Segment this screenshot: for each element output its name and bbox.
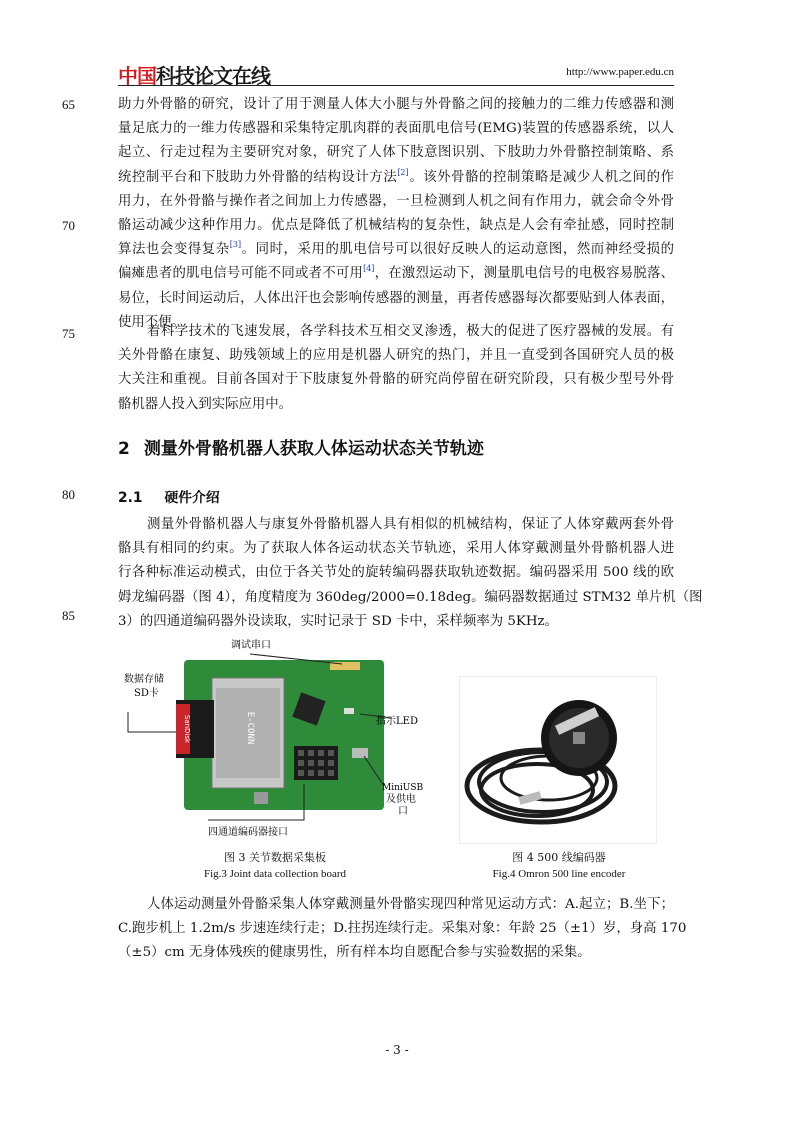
section-title: 测量外骨骼机器人获取人体运动状态关节轨迹 — [143, 439, 484, 459]
text-line: 测量外骨骼机器人与康复外骨骼机器人具有相似的机械结构，保证了人体穿戴两套外骨 — [147, 517, 674, 532]
text-line: 着科学技术的飞速发展，各学科技术互相交叉渗透，极大的促进了医疗器械的发展。有 — [147, 324, 674, 339]
text-line: 姆龙编码器（图 4），角度精度为 360deg/2000=0.18deg。编码器数据通过 STM32 单片机（图 — [118, 589, 703, 605]
citation-2[interactable]: [2] — [397, 167, 409, 177]
label-port: 口 — [398, 806, 408, 817]
encoder-illustration — [459, 676, 657, 844]
header-rule — [118, 85, 674, 86]
text-line: 人体运动测量外骨骼采集人体穿戴测量外骨骼实现四种常见运动方式：A.起立；B.坐下； — [147, 897, 674, 912]
text-span: 。该外骨骼的控制策略是减少人机之间的作 — [408, 169, 675, 185]
label-sd-card: SD卡 — [134, 688, 159, 699]
text-span: 统控制平台和下肢助力外骨骼的结构设计方法 — [118, 169, 398, 185]
section-heading-2 — [118, 434, 484, 459]
subsection-heading-2-1 — [118, 486, 220, 506]
text-line: 使用不便。 — [118, 314, 185, 330]
caption-cn: 图 4 500 线编码器 — [512, 851, 606, 864]
figure-4-encoder — [459, 676, 657, 844]
text-line: 易位，长时间运动后，人体出汗也会影响传感器的测量，再者传感器每次都要贴到人体表面， — [118, 290, 674, 306]
citation-3[interactable]: [3] — [229, 240, 242, 250]
text-line: C.跑步机上 1.2m/s 步速连续行走；D.拄拐连续行走。采集对象：年龄 25（±1）岁，身高 170 — [118, 921, 687, 937]
mini-usb — [352, 748, 368, 758]
figure-3-caption — [200, 849, 350, 883]
led — [344, 708, 354, 714]
label-indicator-led: 指示LED — [376, 716, 418, 727]
text-span: 。同时，采用的肌电信号可以很好反映人的运动意图，然而神经受损的 — [241, 242, 675, 258]
label-sd-storage: 数据存储 — [124, 674, 164, 685]
section-number: 2 — [118, 439, 130, 459]
page-header — [118, 58, 674, 88]
line-number-80: 80 — [62, 487, 75, 502]
text-line: 起立、行走过程为主要研究对象，研究了人体下肢意图识别、下肢助力外骨骼控制策略、系 — [118, 145, 674, 161]
encoder-shaft — [573, 732, 585, 744]
caption-en: Fig.3 Joint data collection board — [203, 868, 347, 880]
line-number-70: 70 — [62, 218, 75, 233]
paragraph-4 — [118, 893, 687, 966]
label-power: 及供电 — [386, 794, 416, 805]
sd-brand-text: SanDisk — [183, 714, 191, 744]
board-silkscreen: E-CONN — [245, 711, 255, 745]
text-line: 骼机器人投入到实际应用中。 — [118, 396, 293, 412]
text-line: 关外骨骼在康复、助残领域上的应用是机器人研究的热门，并且一直受到各国研究人员的极 — [118, 348, 674, 364]
reset-button — [254, 792, 268, 804]
text-line — [118, 238, 674, 262]
text-line: （±5）cm 无身体残疾的健康男性，所有样本均自愿配合参与实验数据的采集。 — [118, 945, 591, 961]
line-number-75: 75 — [62, 326, 75, 341]
board-illustration — [124, 638, 426, 843]
paragraph-2 — [118, 320, 674, 417]
subsection-number: 2.1 — [118, 490, 143, 506]
text-span: 偏瘫患者的肌电信号可能不同或者不可用 — [118, 266, 364, 282]
text-line: 大关注和重视。目前各国对于下肢康复外骨骼的研究尚停留在研究阶段，只有极少型号外骨 — [118, 372, 674, 388]
text-line: 量足底力的一维力传感器和采集特定肌肉群的表面肌电信号(EMG)装置的传感器系统，以人 — [118, 121, 674, 137]
subsection-title: 硬件介绍 — [164, 490, 220, 506]
text-line: 骼具有相同的约束。为了获取人体各运动状态关节轨迹，采用人体穿戴测量外骨骼机器人进 — [118, 541, 674, 557]
page-number: - 3 - — [385, 1043, 409, 1057]
logo-dark-text: 科技论文在线 — [156, 64, 270, 88]
label-encoder-port: 四通道编码器接口 — [208, 827, 288, 838]
citation-4[interactable]: [4] — [363, 264, 375, 274]
label-debug-port: 调试串口 — [231, 640, 271, 651]
text-line: 行各种标准运动模式，由位于各关节处的旋转编码器获取轨迹数据。编码器采用 500 线的欧 — [118, 565, 674, 581]
label-miniusb: MiniUSB — [382, 783, 424, 793]
text-line — [118, 166, 674, 190]
line-number-65: 65 — [62, 97, 75, 112]
logo-red-text: 中国 — [118, 64, 156, 88]
text-line: 3）的四通道编码器外设读取，实时记录于 SD 卡中，采样频率为 5KHz。 — [118, 613, 558, 629]
text-span: 算法也会变得复杂 — [118, 242, 230, 258]
paragraph-3 — [118, 513, 703, 634]
header-url[interactable]: http://www.paper.edu.cn — [566, 66, 674, 78]
figure-4-caption — [474, 849, 644, 883]
caption-en: Fig.4 Omron 500 line encoder — [492, 868, 626, 880]
text-span: ，在激烈运动下，测量肌电信号的电极容易脱落、 — [374, 266, 674, 282]
text-line: 助力外骨骼的研究，设计了用于测量人体大小腿与外骨骼之间的接触力的二维力传感器和测 — [118, 97, 674, 112]
line-number-85: 85 — [62, 608, 75, 623]
text-line — [118, 262, 674, 286]
text-line: 骼运动减少这种作用力。优点是降低了机械结构的复杂性，缺点是人会有牵扯感，同时控制 — [118, 217, 674, 233]
text-line: 用力，在外骨骼与操作者之间加上力传感器，一旦检测到人机之间有作用力，就会命令外骨 — [118, 193, 674, 209]
caption-cn: 图 3 关节数据采集板 — [224, 851, 326, 864]
paragraph-1 — [118, 93, 674, 335]
figure-3-joint-board — [124, 638, 426, 843]
